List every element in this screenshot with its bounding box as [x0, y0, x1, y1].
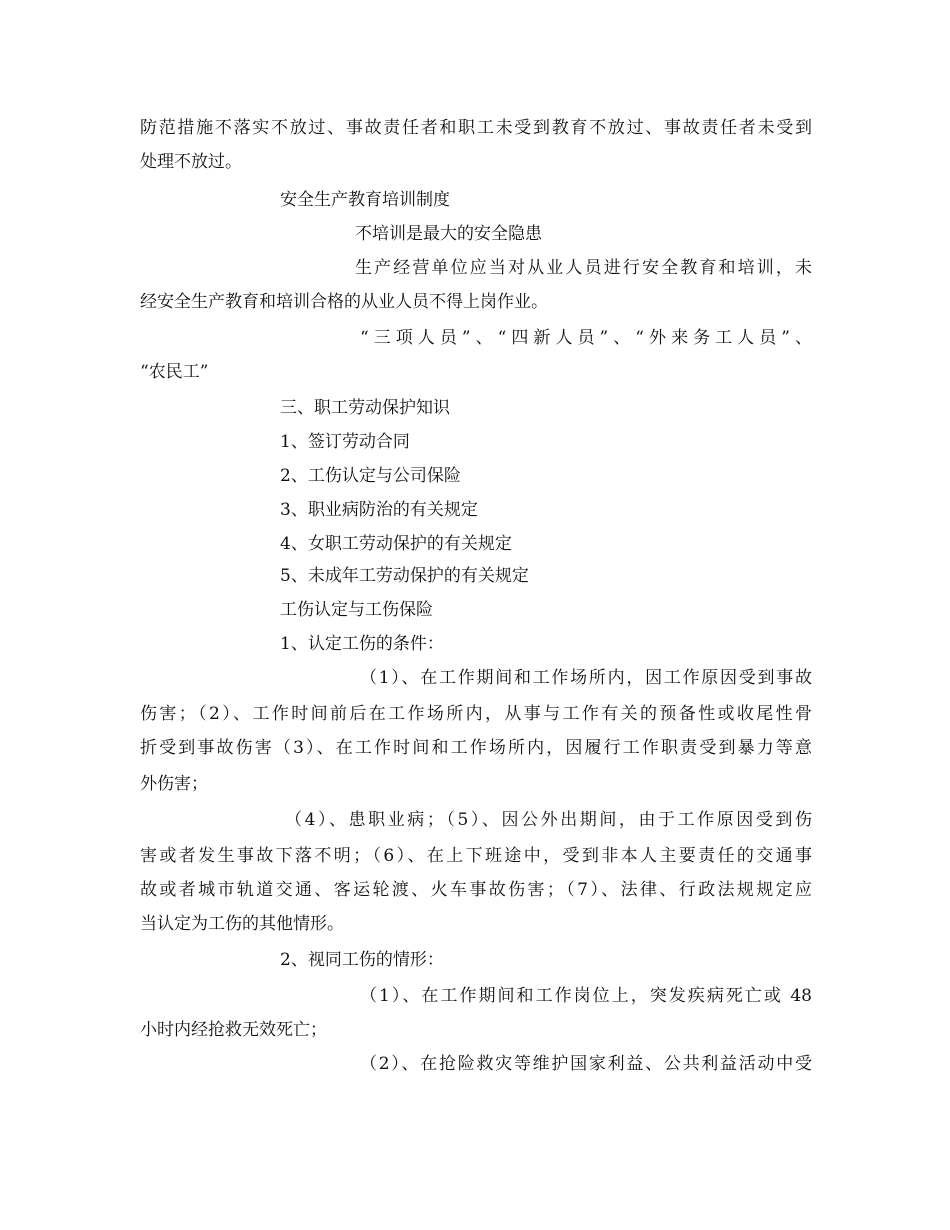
text-line: 生产经营单位应当对从业人员进行安全教育和培训，未: [355, 258, 812, 278]
text-line: “三项人员”、“四新人员”、“外来务工人员”、: [360, 328, 812, 348]
text-line: 不培训是最大的安全隐患: [355, 224, 542, 244]
text-line: 故或者城市轨道交通、客运轮渡、火车事故伤害；（7）、法律、行政法规规定应: [140, 880, 812, 900]
text-line: 2、视同工伤的情形：: [280, 950, 444, 970]
text-line: 经安全生产教育和培训合格的从业人员不得上岗作业。: [140, 292, 548, 312]
section-heading: 三、职工劳动保护知识: [280, 398, 450, 418]
text-line: （1）、在工作期间和工作岗位上，突发疾病死亡或 48: [360, 986, 812, 1006]
text-line: “农民工”: [140, 362, 209, 382]
list-item: 5、未成年工劳动保护的有关规定: [280, 566, 529, 586]
text-line: （1）、在工作期间和工作场所内，因工作原因受到事故: [360, 668, 812, 688]
text-line: （4）、患职业病；（5）、因公外出期间，由于工作原因受到伤: [285, 810, 812, 830]
list-item: 2、工伤认定与公司保险: [280, 466, 461, 486]
text-line: （2）、在抢险救灾等维护国家利益、公共利益活动中受: [360, 1054, 812, 1074]
list-item: 3、职业病防治的有关规定: [280, 500, 478, 520]
text-line: 防范措施不落实不放过、事故责任者和职工未受到教育不放过、事故责任者未受到: [140, 118, 812, 138]
list-item: 4、女职工劳动保护的有关规定: [280, 534, 512, 554]
section-heading: 工伤认定与工伤保险: [280, 600, 433, 620]
text-line: 折受到事故伤害（3）、在工作时间和工作场所内，因履行工作职责受到暴力等意: [140, 738, 812, 758]
text-line: 1、认定工伤的条件：: [280, 634, 444, 654]
text-line: 小时内经抢救无效死亡；: [140, 1020, 327, 1040]
text-line: 外伤害；: [140, 774, 208, 794]
section-heading: 安全生产教育培训制度: [280, 190, 450, 210]
text-line: 处理不放过。: [140, 152, 242, 172]
list-item: 1、签订劳动合同: [280, 432, 410, 452]
text-line: 害或者发生事故下落不明；（6）、在上下班途中，受到非本人主要责任的交通事: [140, 846, 812, 866]
text-line: 当认定为工伤的其他情形。: [140, 914, 344, 934]
text-line: 伤害；（2）、工作时间前后在工作场所内，从事与工作有关的预备性或收尾性骨: [140, 704, 812, 724]
